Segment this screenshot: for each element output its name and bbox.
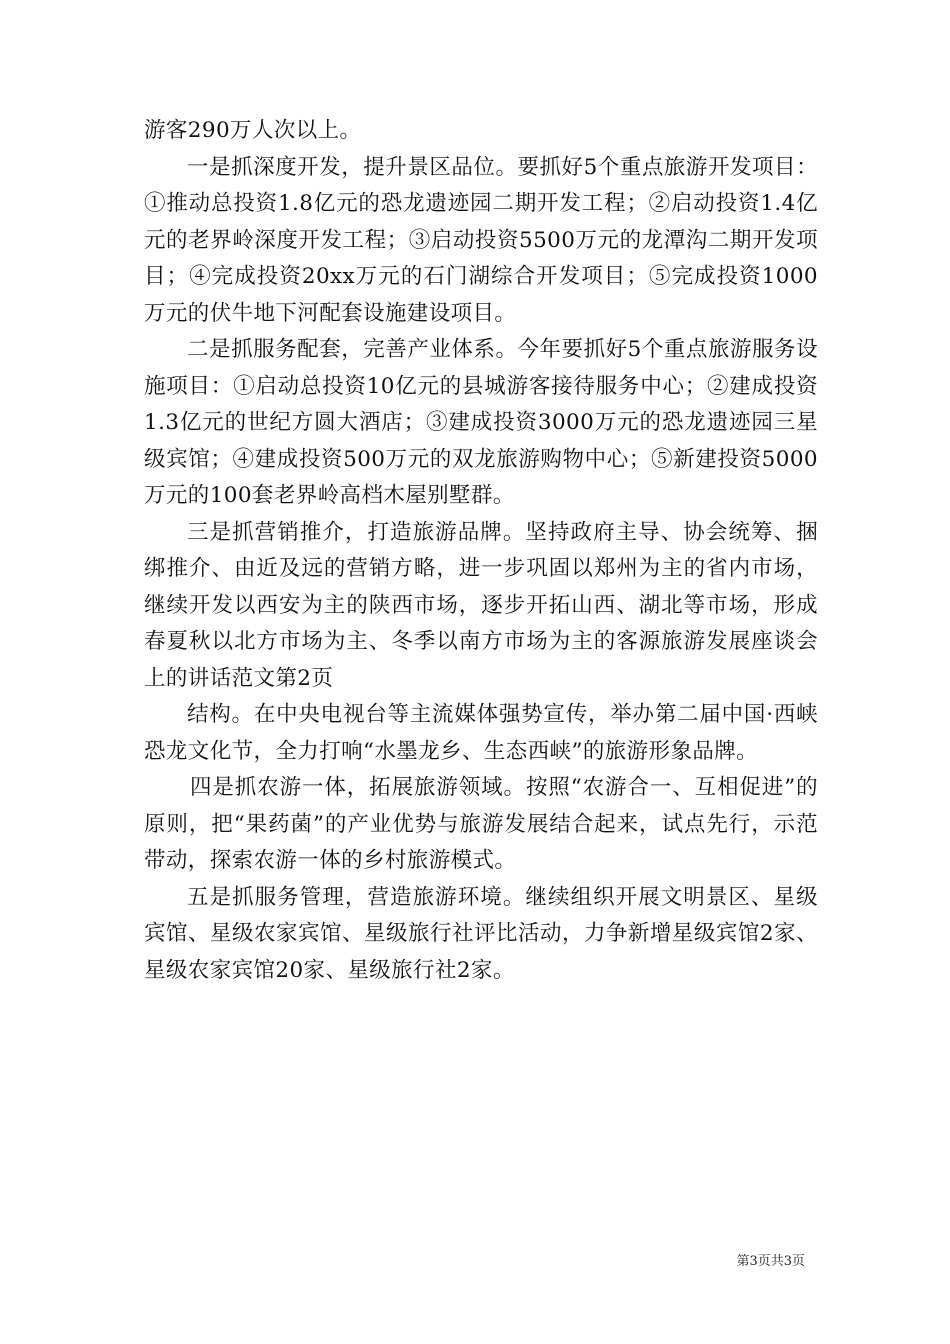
paragraph: 二是抓服务配套，完善产业体系。今年要抓好5个重点旅游服务设施项目：①启动总投资10亿元的县城游客接待服务中心；②建成投资1.3亿元的世纪方圆大酒店；③建成投资3000万元的恐龙遗迹园三星级宾馆；④建成投资500万元的双龙旅游购物中心；⑤新建投资5000万元的100套老界岭高档木屋别墅群。	[144, 337, 818, 508]
paragraph: 游客290万人次以上。	[144, 118, 362, 143]
paragraph: 一是抓深度开发，提升景区品位。要抓好5个重点旅游开发项目：①推动总投资1.8亿元的恐龙遗迹园二期开发工程；②启动投资1.4亿元的老界岭深度开发工程；③启动投资5500万元的龙潭沟二期开发项目；④完成投资20xx万元的石门湖综合开发项目；⑤完成投资1000万元的伏牛地下河配套设施建设项目。	[144, 154, 818, 326]
page-number-footer: 第3页共3页	[736, 1254, 805, 1269]
paragraph: 结构。在中央电视台等主流媒体强势宣传，举办第二届中国·西峡恐龙文化节，全力打响“水墨龙乡、生态西峡”的旅游形象品牌。	[144, 702, 818, 764]
document-body	[144, 113, 818, 989]
paragraph: 四是抓农游一体，拓展旅游领域。按照“农游合一、互相促进”的原则，把“果药菌”的产业优势与旅游发展结合起来，试点先行，示范带动，探索农游一体的乡村旅游模式。	[144, 775, 818, 873]
paragraph: 三是抓营销推介，打造旅游品牌。坚持政府主导、协会统筹、捆绑推介、由近及远的营销方略，进一步巩固以郑州为主的省内市场，继续开发以西安为主的陕西市场，逐步开拓山西、湖北等市场，形成春夏秋以北方市场为主、冬季以南方市场为主的客源旅游发展座谈会上的讲话范文第2页	[144, 519, 818, 691]
paragraph: 五是抓服务管理，营造旅游环境。继续组织开展文明景区、星级宾馆、星级农家宾馆、星级旅行社评比活动，力争新增星级宾馆2家、星级农家宾馆20家、星级旅行社2家。	[144, 884, 818, 983]
